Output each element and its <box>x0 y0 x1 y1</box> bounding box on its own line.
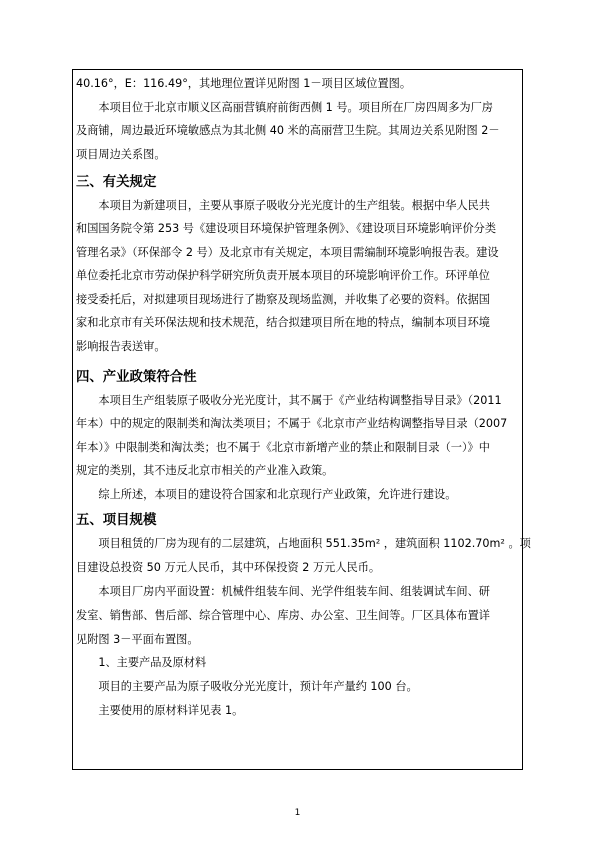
text-line: 主要使用的原材料详见表 1。 <box>76 704 244 717</box>
text-line: 年本）中的规定的限制类和淘汰类项目；不属于《北京市产业结构调整指导目录（2007 <box>76 417 508 430</box>
section-heading-3: 三、有关规定 <box>76 175 157 190</box>
text-line: 和国国务院令第 253 号《建设项目环境保护管理条例》、《建设项目环境影响评价分类 <box>76 222 497 235</box>
text-line: 目建设总投资 50 万元人民币，其中环保投资 2 万元人民币。 <box>76 561 381 574</box>
text-line: 项目周边关系图。 <box>76 148 166 161</box>
text-line: 年本）》中限制类和淘汰类；也不属于《北京市新增产业的禁止和限制目录（一）》中 <box>76 441 490 454</box>
section-heading-5: 五、项目规模 <box>76 513 157 528</box>
text-line: 接受委托后，对拟建项目现场进行了勘察及现场监测，并收集了必要的资料。依据国 <box>76 293 490 306</box>
text-line: 40.16°，E：116.49°，其地理位置详见附图 1－项目区域位置图。 <box>76 77 412 90</box>
text-line: 本项目生产组装原子吸收分光光度计，其不属于《产业结构调整指导目录》（2011 <box>76 394 502 407</box>
text-line: 项目租赁的厂房为现有的二层建筑，占地面积 551.35m² ，建筑面积 1102.70m² 。项 <box>76 537 531 550</box>
text-line: 综上所述，本项目的建设符合国家和北京现行产业政策，允许进行建设。 <box>76 488 457 501</box>
text-line: 规定的类别，其不违反北京市相关的产业准入政策。 <box>76 464 334 477</box>
text-line: 及商铺，周边最近环境敏感点为其北侧 40 米的高丽营卫生院。其周边关系见附图 2－ <box>76 124 500 137</box>
text-line: 本项目为新建项目，主要从事原子吸收分光光度计的生产组装。根据中华人民共 <box>76 199 490 212</box>
text-line: 1、主要产品及原材料 <box>76 656 207 669</box>
text-line: 本项目厂房内平面设置：机械件组装车间、光学件组装车间、组装调试车间、研 <box>76 585 490 598</box>
text-line: 项目的主要产品为原子吸收分光光度计，预计年产量约 100 台。 <box>76 680 418 693</box>
text-line: 家和北京市有关环保法规和技术规范，结合拟建项目所在地的特点，编制本项目环境 <box>76 316 490 329</box>
page-number: 1 <box>294 808 301 818</box>
text-line: 单位委托北京市劳动保护科学研究所负责开展本项目的环境影响评价工作。环评单位 <box>76 269 490 282</box>
text-line: 发室、销售部、售后部、综合管理中心、库房、办公室、卫生间等。厂区具体布置详 <box>76 609 490 622</box>
text-line: 本项目位于北京市顺义区高丽营镇府前街西侧 1 号。项目所在厂房四周多为厂房 <box>76 101 493 114</box>
text-line: 影响报告表送审。 <box>76 340 166 353</box>
text-line: 见附图 3－平面布置图。 <box>76 633 199 646</box>
text-line: 管理名录》（环保部令 2 号）及北京市有关规定，本项目需编制环境影响报告表。建设 <box>76 246 499 259</box>
section-heading-4: 四、产业政策符合性 <box>76 370 197 385</box>
